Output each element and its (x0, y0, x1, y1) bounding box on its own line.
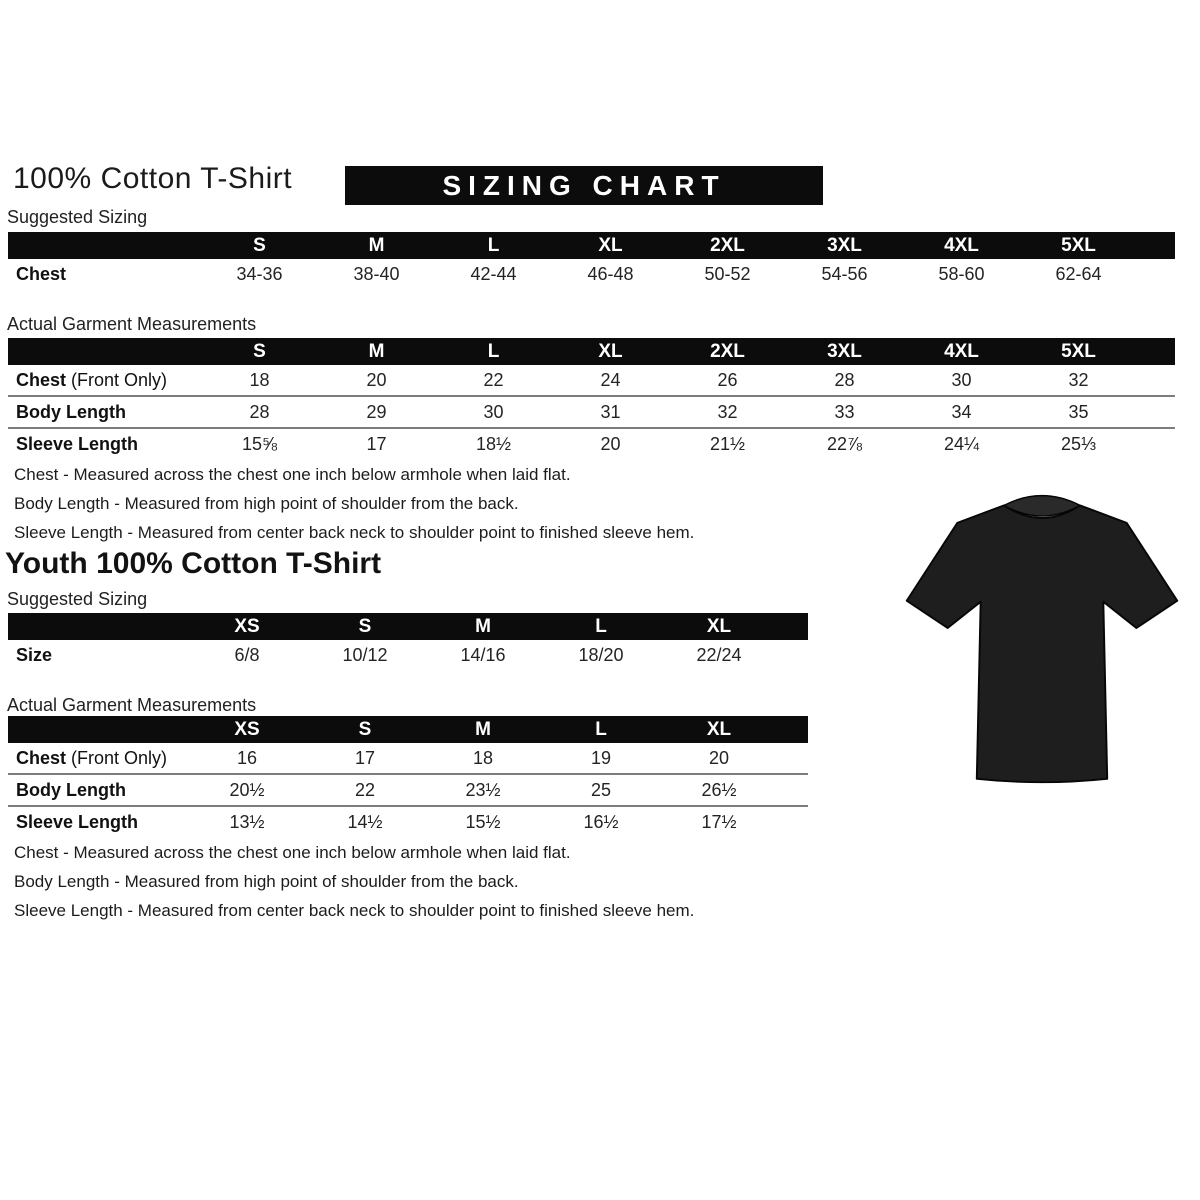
cell-value: 17 (354, 748, 376, 768)
cell-value: 24¼ (943, 434, 980, 454)
cell-value: 25 (590, 780, 612, 800)
measurement-note: Chest - Measured across the chest one inch below armhole when laid flat. (14, 465, 571, 484)
row-label: Body Length (16, 780, 126, 800)
table-row (8, 395, 1175, 427)
size-column-header: L (595, 616, 607, 637)
size-column-header: 4XL (944, 341, 979, 362)
size-column-header: L (487, 341, 500, 362)
cell-value: 25⅓ (1060, 434, 1097, 454)
size-column-header: XL (706, 719, 732, 740)
cell-value: 21½ (709, 434, 746, 454)
tshirt-graphic (888, 482, 1196, 808)
size-column-header: XL (598, 235, 623, 256)
header-spacer (8, 338, 201, 365)
size-column-header: XS (234, 616, 260, 637)
size-column-header: 3XL (827, 235, 862, 256)
row-label: Sleeve Length (16, 434, 139, 454)
cell-value: 32 (717, 402, 738, 422)
cell-value: 20½ (229, 780, 265, 800)
row-label: Size (16, 645, 53, 665)
size-column-header: 2XL (710, 235, 745, 256)
size-column-header: XL (706, 616, 732, 637)
header-spacer (1137, 232, 1175, 259)
adult-suggested-sizing-label: Suggested Sizing (7, 207, 148, 227)
size-header-row (8, 338, 1175, 365)
cell-value: 16½ (583, 812, 619, 832)
cell-value: 13½ (229, 812, 265, 832)
measurement-note: Chest - Measured across the chest one inch below armhole when laid flat. (14, 843, 571, 862)
cell-value: 50-52 (704, 264, 751, 284)
adult-actual-measurements-table (8, 338, 1175, 459)
youth-actual-measurements-label: Actual Garment Measurements (7, 695, 257, 715)
cell-value: 18/20 (578, 645, 624, 665)
measurement-note: Sleeve Length - Measured from center back neck to shoulder point to finished sleeve hem. (14, 523, 695, 542)
cell-value: 22 (483, 370, 504, 390)
cell-value: 17½ (701, 812, 737, 832)
youth-section-title: Youth 100% Cotton T-Shirt (5, 547, 382, 580)
cell-value: 18 (472, 748, 494, 768)
header-spacer (778, 716, 808, 743)
size-column-header: XS (234, 719, 260, 740)
cell-value: 22⅞ (826, 434, 863, 454)
size-column-header: 5XL (1061, 235, 1096, 256)
size-header-row (8, 232, 1175, 259)
size-column-header: S (253, 235, 266, 256)
header-spacer (8, 232, 201, 259)
cell-value: 20 (600, 434, 621, 454)
cell-value: 31 (600, 402, 621, 422)
cell-value: 35 (1068, 402, 1089, 422)
cell-value: 28 (249, 402, 270, 422)
cell-value: 15½ (465, 812, 501, 832)
cell-value: 32 (1068, 370, 1089, 390)
table-row (8, 743, 808, 773)
youth-measurement-notes (14, 838, 694, 925)
cell-value: 23½ (465, 780, 501, 800)
size-column-header: M (475, 719, 491, 740)
cell-value: 30 (483, 402, 504, 422)
header-spacer (8, 716, 188, 743)
cell-value: 14/16 (460, 645, 506, 665)
cell-value: 17 (366, 434, 387, 454)
size-column-header: S (358, 616, 372, 637)
cell-value: 19 (590, 748, 612, 768)
cell-value: 18½ (475, 434, 512, 454)
size-header-row (8, 716, 808, 743)
tshirt-body (907, 505, 1178, 782)
measurement-note: Body Length - Measured from high point of shoulder from the back. (14, 872, 519, 891)
cell-value: 42-44 (470, 264, 517, 284)
cell-value: 34 (951, 402, 972, 422)
cell-value: 22 (354, 780, 376, 800)
cell-value: 62-64 (1055, 264, 1102, 284)
cell-value: 24 (600, 370, 621, 390)
cell-value: 54-56 (821, 264, 868, 284)
row-label: Sleeve Length (16, 812, 139, 832)
cell-value: 26½ (701, 780, 737, 800)
adult-suggested-sizing-table (8, 232, 1175, 289)
size-column-header: M (475, 616, 491, 637)
cell-value: 15⅝ (241, 434, 278, 454)
cell-value: 29 (366, 402, 387, 422)
table-row (8, 640, 808, 670)
table-row (8, 259, 1175, 289)
cell-value: 26 (717, 370, 738, 390)
cell-value: 6/8 (234, 645, 260, 665)
measurement-note: Sleeve Length - Measured from center back neck to shoulder point to finished sleeve hem. (14, 901, 695, 920)
header-spacer (8, 613, 188, 640)
cell-value: 58-60 (938, 264, 985, 284)
cell-value: 18 (249, 370, 270, 390)
size-column-header: L (595, 719, 607, 740)
table-row (8, 805, 808, 837)
youth-suggested-sizing-label: Suggested Sizing (7, 589, 148, 609)
header-spacer (778, 613, 808, 640)
adult-actual-measurements-label: Actual Garment Measurements (7, 314, 257, 334)
cell-value: 14½ (347, 812, 383, 832)
page-title: 100% Cotton T-Shirt (13, 162, 293, 195)
measurement-note: Body Length - Measured from high point of shoulder from the back. (14, 494, 519, 513)
header-spacer (1137, 338, 1175, 365)
row-label: Chest (Front Only) (16, 370, 168, 390)
size-column-header: M (368, 235, 385, 256)
cell-value: 16 (236, 748, 258, 768)
size-column-header: 3XL (827, 341, 862, 362)
size-column-header: M (368, 341, 385, 362)
size-column-header: 4XL (944, 235, 979, 256)
cell-value: 20 (366, 370, 387, 390)
size-column-header: XL (598, 341, 623, 362)
size-column-header: 5XL (1061, 341, 1096, 362)
cell-value: 22/24 (696, 645, 742, 665)
row-label: Body Length (16, 402, 126, 422)
cell-value: 38-40 (353, 264, 400, 284)
youth-actual-measurements-table (8, 716, 808, 837)
size-column-header: S (358, 719, 372, 740)
tshirt-image (888, 482, 1196, 808)
cell-value: 33 (834, 402, 855, 422)
cell-value: 20 (708, 748, 730, 768)
size-header-row (8, 613, 808, 640)
row-label: Chest (16, 264, 67, 284)
cell-value: 28 (834, 370, 855, 390)
cell-value: 34-36 (236, 264, 283, 284)
table-row (8, 365, 1175, 395)
table-row (8, 773, 808, 805)
size-column-header: L (487, 235, 500, 256)
cell-value: 30 (951, 370, 972, 390)
adult-measurement-notes (14, 460, 694, 547)
size-column-header: S (253, 341, 266, 362)
youth-suggested-sizing-table (8, 613, 808, 670)
cell-value: 10/12 (342, 645, 388, 665)
table-row (8, 427, 1175, 459)
row-label: Chest (Front Only) (16, 748, 168, 768)
sizing-chart-banner: SIZING CHART (345, 166, 823, 205)
cell-value: 46-48 (587, 264, 634, 284)
size-column-header: 2XL (710, 341, 745, 362)
